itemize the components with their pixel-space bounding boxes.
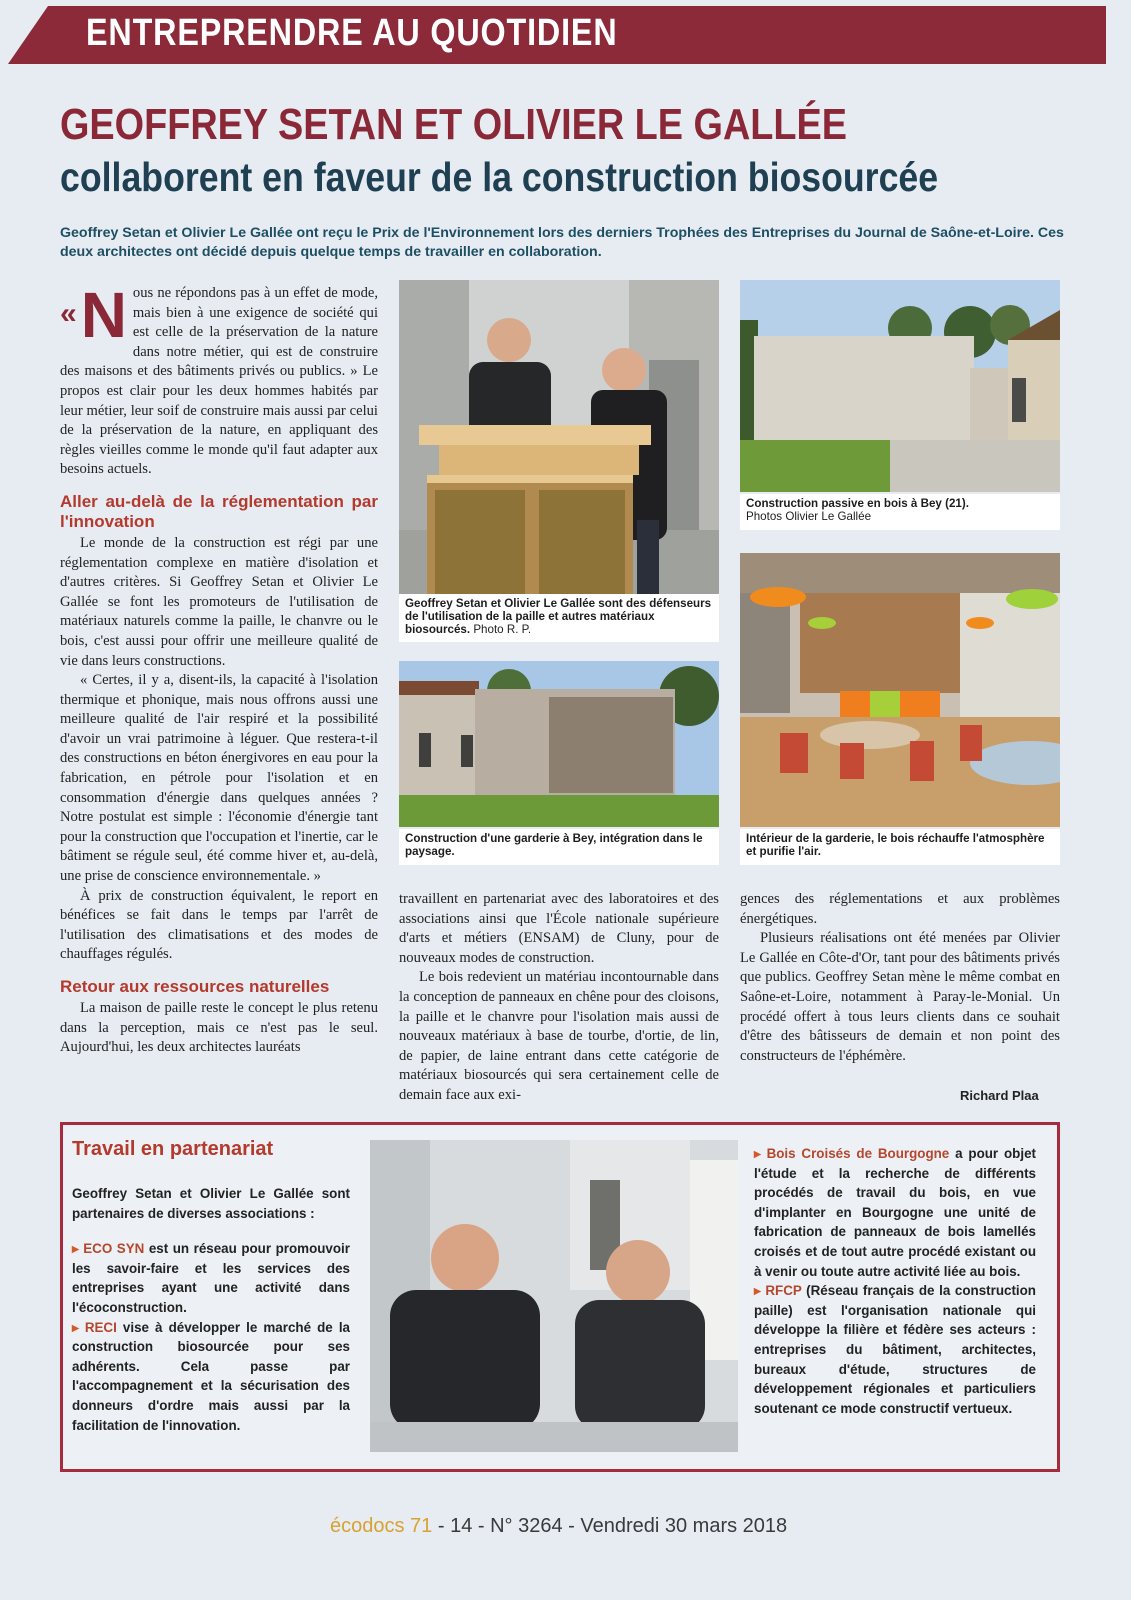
box-title: Travail en partenariat	[72, 1138, 274, 1160]
byline: Richard Plaa	[960, 1088, 1039, 1103]
lede: Geoffrey Setan et Olivier Le Gallée ont reçu le Prix de l'Environnement lors des derniers Trophées des Entreprises du Journal de Saône-et-Loire. Ces deux architectes ont décidé depuis quelque temps de travailler en collaboration.	[60, 225, 1064, 260]
box-item-text: vise à développer le marché de la construction biosourcée pour ses adhérents. Cela passe par l'accompagnement et la sécurisation des donneurs d'ordre mais aussi par la facilitation de l'innovation.	[72, 1319, 350, 1433]
caption-bold: Construction d'une garderie à Bey, intégration dans le paysage.	[405, 832, 703, 858]
box-item-name: Bois Croisés de Bourgogne	[766, 1146, 950, 1161]
section-title: ENTREPRENDRE AU QUOTIDIEN	[86, 12, 618, 54]
passive-house-caption	[740, 494, 1060, 530]
paragraph: travaillent en partenariat avec des laboratoires et des associations ainsi que l'École nationale supérieure d'arts et métiers (ENSAM) de Cluny, pour de nouveaux modes de construction.	[399, 891, 719, 966]
paragraph: Plusieurs réalisations ont été menées par Olivier Le Gallée en Côte-d'Or, tant pour des bâtiments privés que publics. Geoffrey Setan mène le même combat en Saône-et-Loire, notamment à Paray-le-Monial. Un procédé offert à tous leurs clients dans ce souhait d'être des bâtisseurs de demain et non point des constructeurs de l'éphémère.	[740, 930, 1060, 1064]
caption-credit: Photos Olivier Le Gallée	[746, 510, 872, 523]
interior-caption	[740, 829, 1060, 865]
footer-brand: écodocs 71	[330, 1515, 433, 1537]
paragraph: La maison de paille reste le concept le plus retenu dans la perception, mais ce n'est pas le seul. Aujourd'hui, les deux architectes lauréats	[60, 1000, 378, 1056]
box-intro: Geoffrey Setan et Olivier Le Gallée sont partenaires de diverses associations :	[72, 1186, 350, 1221]
box-left-text	[72, 1184, 350, 1435]
box-right-text	[754, 1144, 1036, 1418]
dropcap-block	[60, 279, 127, 351]
portrait-caption	[399, 594, 719, 642]
caption-bold: Geoffrey Setan et Olivier Le Gallée sont des défenseurs de l'utilisation de la paille et autres matériaux biosourcés.	[405, 597, 712, 636]
interior-photo	[740, 553, 1060, 827]
arrow-icon: ▸	[72, 1319, 85, 1335]
article-column-3	[740, 890, 1060, 1066]
arrow-icon: ▸	[754, 1146, 767, 1161]
caption-bold: Construction passive en bois à Bey (21).	[746, 497, 969, 510]
box-item	[754, 1281, 1036, 1418]
portrait-photo	[399, 280, 719, 594]
paragraph: gences des réglementations et aux problèmes énergétiques.	[740, 891, 1060, 927]
paragraph: « Certes, il y a, disent-ils, la capacité à l'isolation thermique et phonique, mais nous offrons aussi une meilleure qualité de l'air respiré et la possibilité d'avoir un vrai patrimoine à léguer. Que restera-t-il des constructions en béton énergivores en eau pour la fabrication, en pétrole pour l'isolation et en consommation d'énergie dans quelques années ? Notre postulat est simple : l'économie d'énergie tant pour la construction que l'occupation et l'inertie, car le bâtiment se régule seul, été comme hiver et, au-delà, une prise de conscience environnementale. »	[60, 672, 378, 885]
box-item	[72, 1318, 350, 1436]
opening-guillemet: «	[60, 297, 77, 330]
box-item	[754, 1144, 1036, 1281]
paragraph-text: ous ne répondons pas à un effet de mode, mais bien à une exigence de société qui est celle de la préservation de la nature dans notre métier, qui est de construire des maisons et des bâtiments privés ou publics. » Le propos est clair pour les deux hommes habités par leur métier, leur soif de construire mais aussi par celui de la préservation de la nature, en appliquant des règles vieilles comme le monde qu'il faut adapter aux besoins actuels.	[60, 285, 378, 478]
box-item	[72, 1239, 350, 1317]
paragraph: Le monde de la construction est régi par une réglementation complexe en matière d'isolation et d'autres critères. Si Geoffrey Setan et Olivier Le Gallée se font les promoteurs de l'utilisation de matériaux naturels comme la paille, le chanvre ou le bois, c'est aussi pour offrir une meilleure qualité de vie dans leurs constructions.	[60, 534, 378, 669]
arrow-icon: ▸	[72, 1241, 84, 1257]
paragraph: À prix de construction équivalent, le report en bénéfices se fait dans le temps par l'arrêt de l'utilisation des climatisations et des modes de chauffages régulés.	[60, 887, 378, 963]
headline-subtitle: collaborent en faveur de la construction biosourcée	[60, 154, 939, 200]
caption-credit: Photo R. P.	[473, 623, 532, 636]
passive-house-photo	[740, 280, 1060, 492]
subheading-ressources: Retour aux ressources naturelles	[60, 977, 330, 996]
article-column-2	[399, 890, 719, 1106]
dropcap-letter: N	[80, 279, 127, 351]
arrow-icon: ▸	[754, 1283, 766, 1299]
footer-issue: - 14 - N° 3264 - Vendredi 30 mars 2018	[432, 1515, 788, 1537]
subheading-reglementation: Aller au-delà de la réglementation par l'innovation	[60, 491, 378, 531]
box-item-name: ECO SYN	[83, 1241, 145, 1257]
page-footer	[330, 1515, 787, 1538]
box-item-name: RFCP	[765, 1283, 802, 1299]
box-item-text: a pour objet l'étude et la recherche de différents procédés de travail du bois, en vue d'implanter en Bourgogne une unité de fabrication de panneaux de bois lamellés croisés et de tout autre procédé existant ou à venir ou toute autre activité liée au bois.	[754, 1146, 1036, 1279]
banner-notch	[8, 6, 48, 64]
box-item-text: (Réseau français de la construction paille) est l'organisation nationale qui développe la filière et fédère ses acteurs : entreprises du bâtiment, architectes, bureaux d'étude, structures de développement régionales et particuliers soutenant ce mode constructif vertueux.	[754, 1283, 1036, 1416]
box-item-name: RECI	[84, 1319, 117, 1335]
partners-photo	[370, 1140, 738, 1452]
caption-bold: Intérieur de la garderie, le bois réchauffe l'atmosphère et purifie l'air.	[746, 832, 1045, 858]
article-column-1	[60, 279, 378, 1058]
headline-names: GEOFFREY SETAN ET OLIVIER LE GALLÉE	[60, 100, 848, 149]
paragraph: Le bois redevient un matériau incontournable dans la conception de panneaux en chêne pour des cloisons, la paille et le chanvre pour l'isolation mais aussi de nouveaux matériaux à base de tourbe, d'ortie, de lin, de papier, de laine entrant dans cette catégorie de matériaux biosourcés qui sera certainement celle de demain face aux exi-	[399, 969, 719, 1103]
garderie-caption	[399, 829, 719, 865]
box-item-text: est un réseau pour promouvoir les savoir-faire et les services des entreprises ayant une activité dans l'écoconstruction.	[72, 1241, 350, 1315]
opening-paragraph	[60, 279, 378, 480]
garderie-photo	[399, 661, 719, 827]
